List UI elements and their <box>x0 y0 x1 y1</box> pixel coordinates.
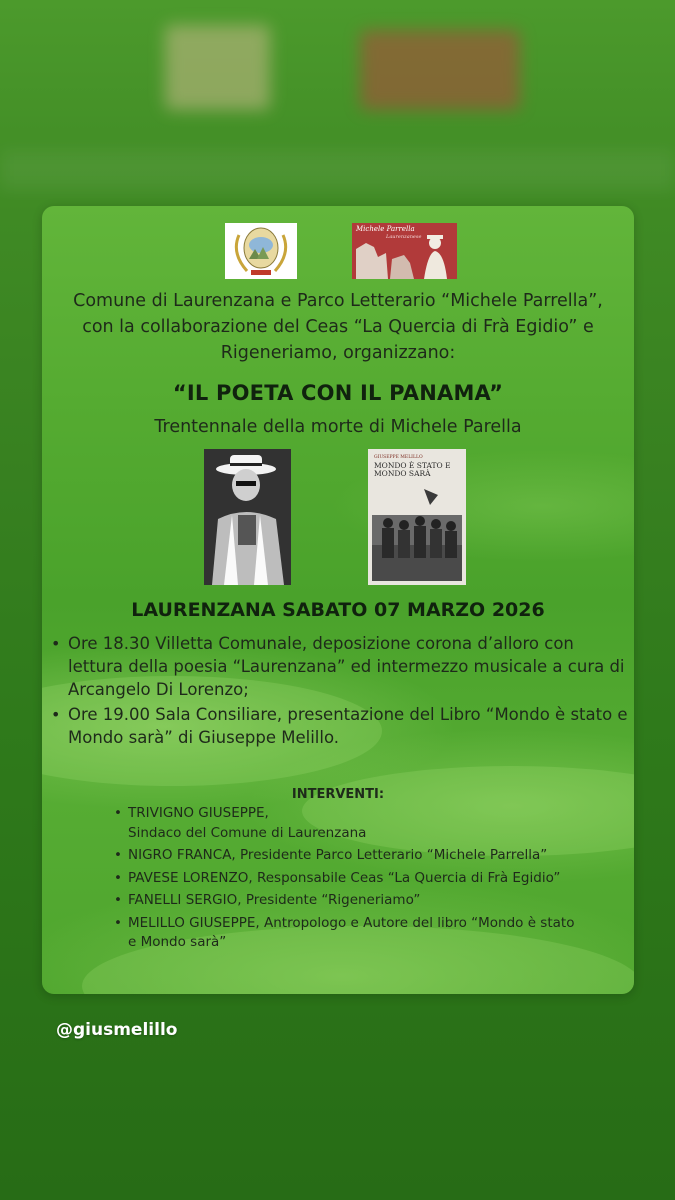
speaker-name: PAVESE LORENZO, <box>128 869 253 886</box>
book-cover-title: MONDO È STATO E MONDO SARÀ <box>374 461 451 478</box>
speaker-name: FANELLI SERGIO, <box>128 892 242 908</box>
speaker-role: Presidente “Rigeneriamo” <box>245 892 421 908</box>
speakers-list <box>112 804 582 956</box>
speaker-role: Responsabile Ceas “La Quercia di Frà Egidio” <box>256 869 561 886</box>
speaker-role: Antropologo e Autore del libro “Mondo è stato e Mondo sarà” <box>128 914 575 950</box>
speaker-item <box>112 869 582 889</box>
mention-sticker[interactable]: @giusmelillo <box>56 1020 178 1040</box>
blurred-logo-comune <box>165 25 270 110</box>
speaker-name: NIGRO FRANCA, <box>128 847 236 863</box>
program-item: • Ore 18.30 Villetta Comunale, deposizione corona d’alloro con lettura della poesia “Laurenzana” ed intermezzo musicale a cura di Arcangelo Di Lorenzo; <box>48 632 634 701</box>
speaker-item <box>112 891 582 911</box>
poster-subtitle: Trentennale della morte di Michele Parella <box>154 417 522 437</box>
comune-coat-of-arms-logo <box>225 223 297 279</box>
program-item: • Ore 19.00 Sala Consiliare, presentazione del Libro “Mondo è stato e Mondo sarà” di Giuseppe Melillo. <box>48 703 634 749</box>
speaker-item <box>112 914 582 953</box>
blurred-background-band <box>0 150 675 190</box>
poster-title: “IL POETA CON IL PANAMA” <box>172 381 504 405</box>
speaker-item <box>112 846 582 866</box>
program-list <box>48 632 634 751</box>
speaker-name: TRIVIGNO GIUSEPPE, <box>128 805 269 821</box>
poet-photo <box>204 449 291 585</box>
speaker-role: Presidente Parco Letterario “Michele Parrella” <box>240 847 548 863</box>
book-cover-author: GIUSEPPE MELILLO <box>374 455 423 460</box>
event-poster[interactable] <box>42 206 634 994</box>
event-date-line: LAURENZANA SABATO 07 MARZO 2026 <box>131 599 545 621</box>
book-cover-image <box>368 449 466 585</box>
interventi-heading: INTERVENTI: <box>291 787 385 802</box>
poster-intro-text: Comune di Laurenzana e Parco Letterario “Michele Parrella”, con la collaborazione del Ceas “La Quercia di Frà Egidio” e Rigeneriamo, organizzano: <box>73 291 603 363</box>
speaker-name: MELILLO GIUSEPPE, <box>128 914 260 931</box>
parco-logo-title: Michele Parrella <box>356 225 415 233</box>
parco-letterario-logo <box>352 223 457 279</box>
blurred-logo-parco <box>360 30 520 110</box>
speaker-role: Sindaco del Comune di Laurenzana <box>128 824 367 841</box>
speaker-item <box>112 804 582 843</box>
parco-logo-subtitle: Laurenzanese <box>386 234 422 240</box>
